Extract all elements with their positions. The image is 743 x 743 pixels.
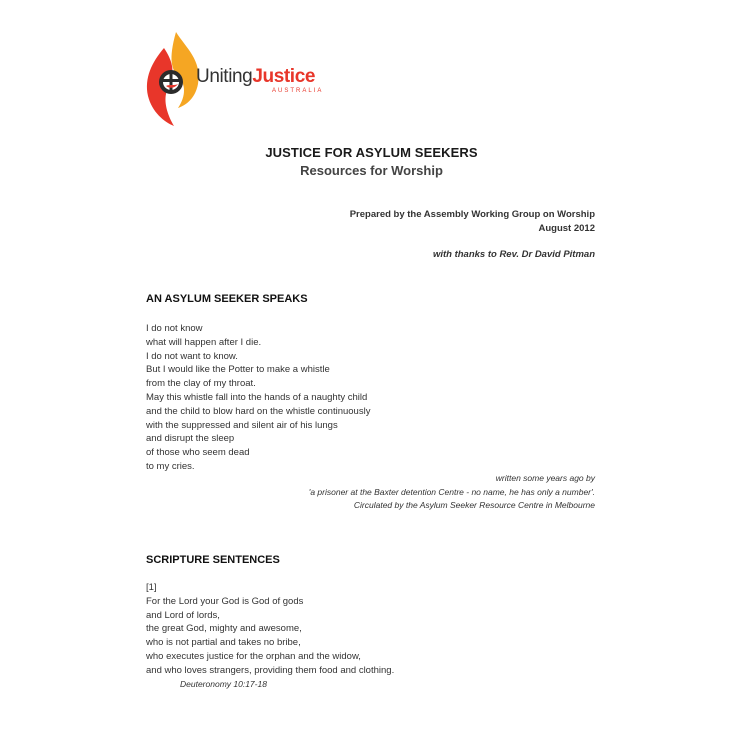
uniting-justice-logo xyxy=(142,30,342,130)
poem-line: to my cries. xyxy=(146,460,195,472)
prepared-by-line: Prepared by the Assembly Working Group on Worship xyxy=(349,209,595,220)
poem-line: from the clay of my throat. xyxy=(146,378,256,390)
poem-line: But I would like the Potter to make a whistle xyxy=(146,364,330,376)
poem-line: I do not know xyxy=(146,323,203,334)
poem-line: I do not want to know. xyxy=(146,350,238,362)
poem xyxy=(146,322,370,474)
scripture-line: and who loves strangers, providing them food and clothing. xyxy=(146,664,395,676)
section-heading-asylum-seeker: AN ASYLUM SEEKER SPEAKS xyxy=(146,293,308,305)
scripture-passage xyxy=(146,581,394,691)
poem-line: what will happen after I die. xyxy=(146,336,262,348)
scripture-line: who is not partial and takes no bribe, xyxy=(146,637,301,649)
scripture-line: and Lord of lords, xyxy=(146,609,220,621)
prepared-by-block xyxy=(350,208,595,236)
attribution-line: Circulated by the Asylum Seeker Resource Centre in Melbourne xyxy=(353,500,595,510)
logo-word-justice: Justice xyxy=(252,66,316,87)
scripture-line: who executes justice for the orphan and the widow, xyxy=(146,650,361,662)
attribution-line: 'a prisoner at the Baxter detention Centre - no name, he has only a number'. xyxy=(308,486,595,497)
scripture-reference: Deuteronomy 10:17-18 xyxy=(180,678,267,689)
prepared-date: August 2012 xyxy=(538,223,595,234)
poem-line: and disrupt the sleep xyxy=(146,433,235,445)
poem-line: with the suppressed and silent air of his lungs xyxy=(146,419,338,431)
logo-wordmark xyxy=(196,66,315,88)
scripture-number: [1] xyxy=(146,582,157,593)
poem-line: of those who seem dead xyxy=(146,447,250,459)
document-title: JUSTICE FOR ASYLUM SEEKERS xyxy=(265,145,478,160)
poem-attribution xyxy=(309,472,595,513)
thanks-line: with thanks to Rev. Dr David Pitman xyxy=(432,249,595,260)
logo-word-uniting: Uniting xyxy=(196,66,253,87)
poem-line: May this whistle fall into the hands of a naughty child xyxy=(146,391,368,403)
logo-subtitle: AUSTRALIA xyxy=(272,88,324,94)
scripture-line: For the Lord your God is God of gods xyxy=(146,595,304,607)
section-heading-scripture: SCRIPTURE SENTENCES xyxy=(146,554,280,566)
attribution-line: written some years ago by xyxy=(495,473,595,483)
poem-line: and the child to blow hard on the whistle continuously xyxy=(146,405,371,417)
scripture-line: the great God, mighty and awesome, xyxy=(146,623,302,635)
flame-cross-logo-icon xyxy=(142,30,204,128)
document-subtitle: Resources for Worship xyxy=(300,163,443,178)
